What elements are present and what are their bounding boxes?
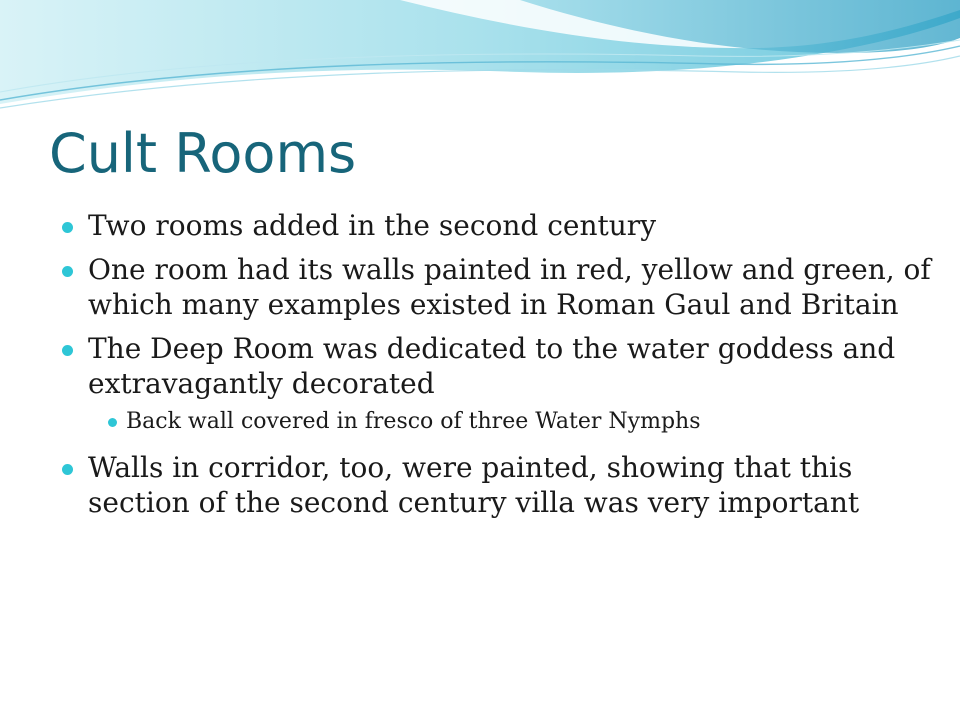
bullet-item [62, 331, 932, 401]
bullet-item [62, 252, 932, 322]
bullet-icon [62, 345, 73, 356]
sub-bullet-icon [108, 418, 117, 427]
bullet-item [62, 450, 932, 520]
bullet-icon [62, 464, 73, 475]
bullet-text: The Deep Room was dedicated to the water goddess and extravagantly decorated [88, 332, 896, 400]
slide-title: Cult Rooms [49, 122, 357, 185]
sub-bullet-item [108, 408, 932, 436]
bullet-item [62, 208, 932, 243]
bullet-list [62, 208, 932, 529]
sub-bullet-text: Back wall covered in fresco of three Water Nymphs [126, 409, 701, 434]
bullet-text: One room had its walls painted in red, yellow and green, of which many examples existed in Roman Gaul and Britain [88, 253, 931, 321]
bullet-icon [62, 222, 73, 233]
wave-header-decoration [0, 0, 960, 120]
bullet-text: Two rooms added in the second century [88, 209, 657, 242]
bullet-text: Walls in corridor, too, were painted, showing that this section of the second century villa was very important [88, 451, 860, 519]
bullet-icon [62, 266, 73, 277]
